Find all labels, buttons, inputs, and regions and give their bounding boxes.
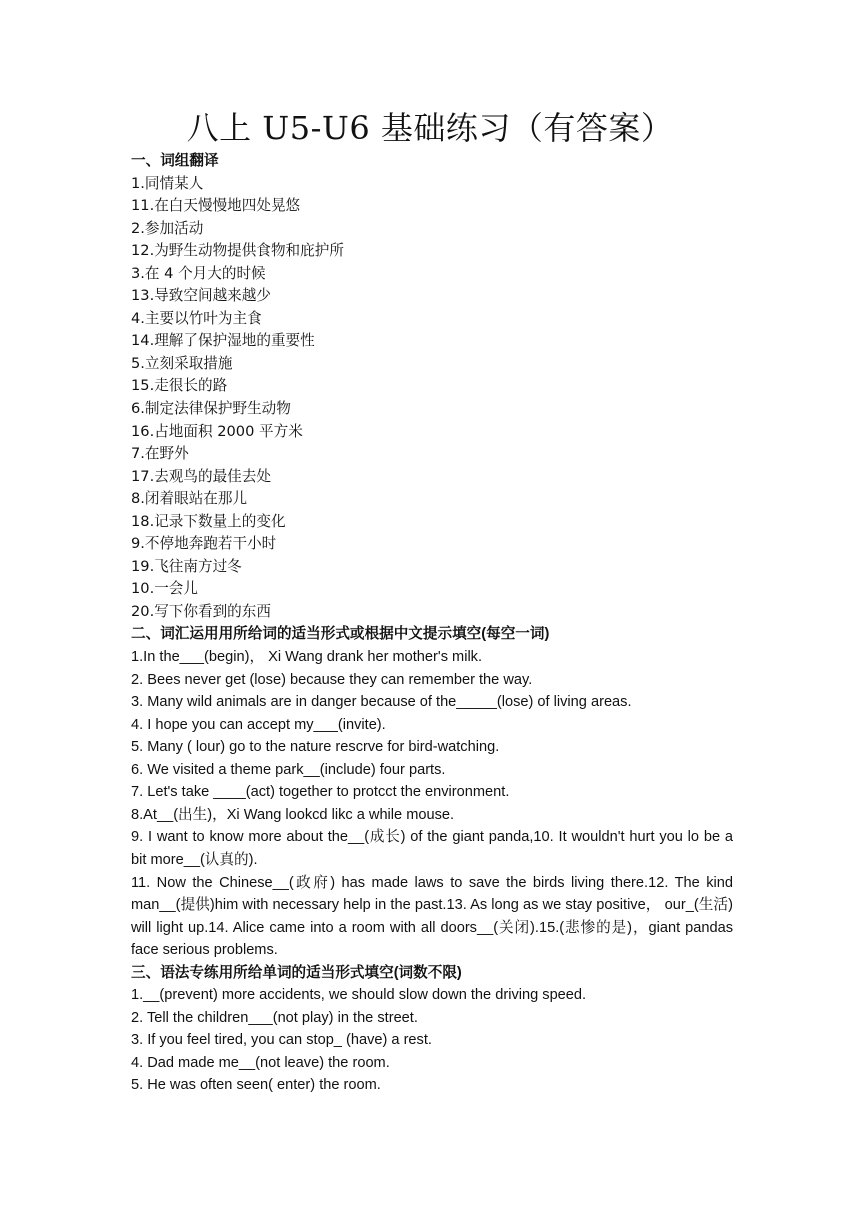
list-item: 4. I hope you can accept my___(invite). [131, 716, 386, 733]
list-item: 20.写下你看到的东西 [131, 602, 271, 620]
list-item: 11.在白天慢慢地四处晃悠 [131, 197, 301, 215]
list-item: 12.为野生动物提供食物和庇护所 [131, 242, 344, 260]
list-item: 14.理解了保护湿地的重要性 [131, 332, 315, 350]
section-heading-vocabulary: 二、词汇运用用所给词的适当形式或根据中文提示填空(每空一词) [131, 626, 550, 643]
exercise-paragraph: 9. I want to know more about the__(成长) of the giant panda,10. It wouldn't hurt you lo be a bit more__(认真的). [131, 829, 733, 868]
list-item: 13.导致空间越来越少 [131, 287, 271, 305]
list-item: 18.记录下数量上的变化 [131, 512, 286, 530]
list-item: 19.飞往南方过冬 [131, 557, 242, 575]
list-item: 7. Let's take ____(act) together to protcct the environment. [131, 784, 510, 801]
list-item: 16.占地面积 2000 平方米 [131, 422, 303, 440]
list-item: 3.在 4 个月大的时候 [131, 264, 266, 282]
list-item: 1.__(prevent) more accidents, we should slow down the driving speed. [131, 987, 587, 1004]
document-title: 八上 U5-U6 基础练习（有答案） [186, 109, 674, 147]
document-body [131, 150, 733, 1097]
list-item: 8.闭着眼站在那儿 [131, 490, 248, 508]
list-item: 2.参加活动 [131, 219, 204, 237]
list-item: 4. Dad made me__(not leave) the room. [131, 1054, 390, 1071]
list-item: 5.立刻采取措施 [131, 354, 233, 372]
list-item: 3. Many wild animals are in danger because of the_____(lose) of living areas. [131, 694, 632, 711]
list-item: 3. If you feel tired, you can stop_ (have) a rest. [131, 1032, 432, 1049]
list-item: 2. Bees never get (lose) because they can remember the way. [131, 671, 533, 688]
list-item: 4.主要以竹叶为主食 [131, 309, 262, 327]
list-item: 2. Tell the children___(not play) in the street. [131, 1009, 418, 1026]
list-item: 1.同情某人 [131, 174, 204, 192]
list-item: 6.制定法律保护野生动物 [131, 400, 291, 418]
list-item: 7.在野外 [131, 445, 189, 463]
exercise-paragraph: 11. Now the Chinese__(政府) has made laws to save the birds living there.12. The kind man__(提供)him with necessary help in the past.13. As long as we stay positive， our_(生活) will light up.14. Alice came into a room with all doors__(关闭).15.(悲惨的是)，giant pandas face serious problems. [131, 874, 733, 959]
list-item: 10.一会儿 [131, 580, 198, 598]
list-item: 8.At__(出生)，Xi Wang lookcd likc a while mouse. [131, 806, 455, 823]
section-heading-grammar: 三、语法专练用所给单词的适当形式填空(词数不限) [131, 964, 462, 981]
list-item: 17.去观鸟的最佳去处 [131, 467, 271, 485]
list-item: 15.走很长的路 [131, 377, 228, 395]
list-item: 9.不停地奔跑若干小时 [131, 535, 277, 553]
section-heading-phrase-translation: 一、词组翻译 [131, 153, 219, 169]
list-item: 5. Many ( lour) go to the nature rescrve for bird-watching. [131, 739, 500, 756]
list-item: 6. We visited a theme park__(include) four parts. [131, 761, 446, 778]
list-item: 5. He was often seen( enter) the room. [131, 1077, 381, 1094]
list-item: 1.In the___(begin)， Xi Wang drank her mother's milk. [131, 649, 483, 666]
